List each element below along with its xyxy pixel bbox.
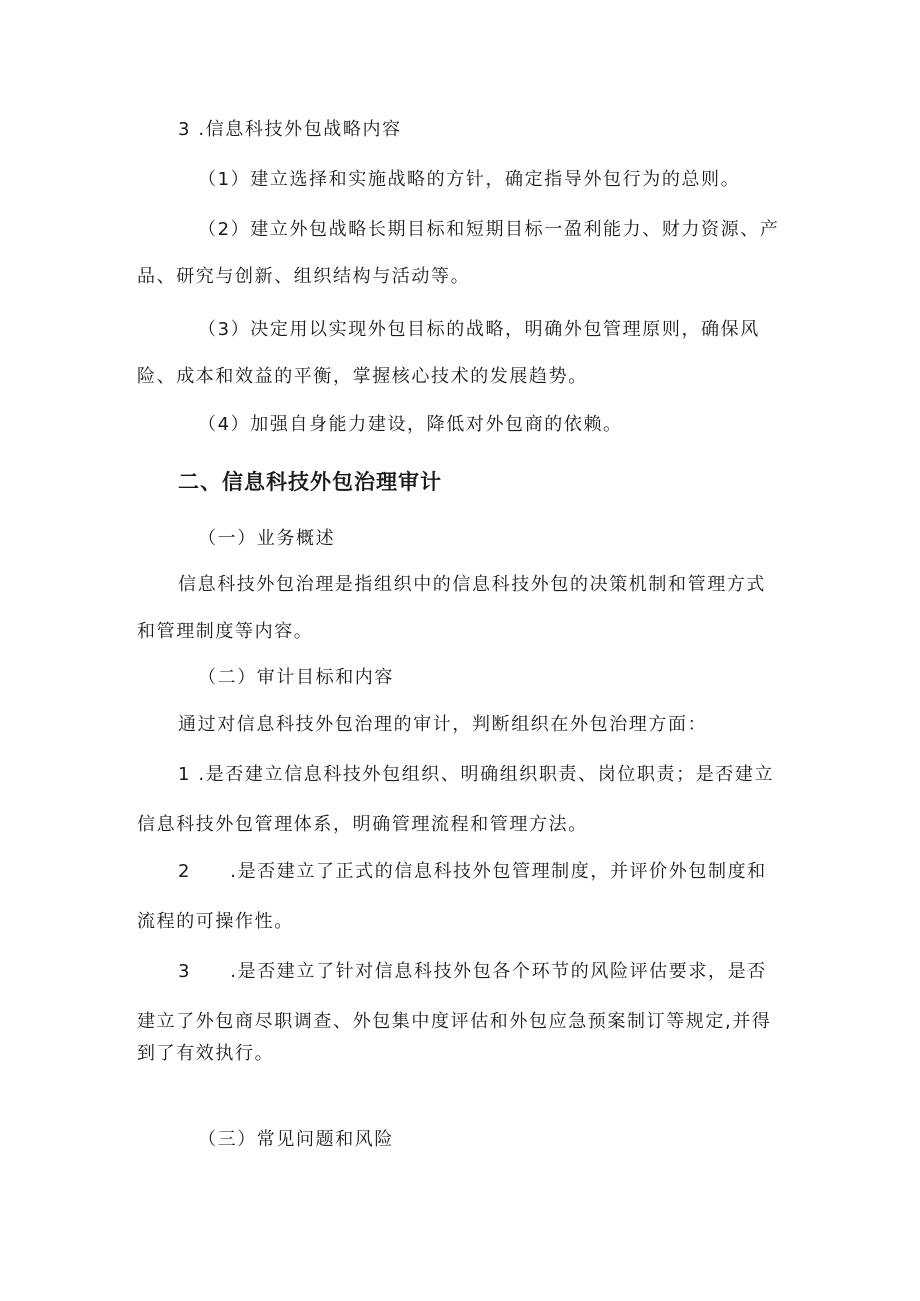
goal-3-line-2: 建立了外包商尽职调查、外包集中度评估和外包应急预案制订等规定,并得 — [137, 1011, 772, 1032]
goal-3-line-3: 到了有效执行。 — [137, 1043, 275, 1064]
goal-1-line-2: 信息科技外包管理体系，明确管理流程和管理方法。 — [137, 814, 588, 835]
overview-line-1: 信息科技外包治理是指组织中的信息科技外包的决策机制和管理方式 — [178, 574, 766, 595]
section-title: 3 .信息科技外包战略内容 — [178, 119, 402, 140]
goal-2-line-1: 2 .是否建立了正式的信息科技外包管理制度，并评价外包制度和 — [178, 861, 767, 882]
goal-1-line-1: 1 .是否建立信息科技外包组织、明确组织职责、岗位职责；是否建立 — [178, 764, 775, 785]
overview-heading: （一）业务概述 — [198, 528, 336, 549]
strategy-item-4: （4）加强自身能力建设，降低对外包商的依赖。 — [198, 414, 623, 435]
goals-intro: 通过对信息科技外包治理的审计，判断组织在外包治理方面： — [178, 714, 708, 735]
goal-3-line-1: 3 .是否建立了针对信息科技外包各个环节的风险评估要求，是否 — [178, 961, 767, 982]
strategy-item-2-line-2: 品、研究与创新、组织结构与活动等。 — [137, 266, 471, 287]
strategy-item-3-line-1: （3）决定用以实现外包目标的战略，明确外包管理原则，确保风 — [198, 319, 760, 340]
strategy-item-3-line-2: 险、成本和效益的平衡，掌握核心技术的发展趋势。 — [137, 366, 588, 387]
goal-2-line-2: 流程的可操作性。 — [137, 911, 294, 932]
overview-line-2: 和管理制度等内容。 — [137, 621, 314, 642]
strategy-item-2-line-1: （2）建立外包战略长期目标和短期目标一盈利能力、财力资源、产 — [198, 219, 780, 240]
goals-heading: （二）审计目标和内容 — [198, 667, 394, 688]
strategy-item-1: （1）建立选择和实施战略的方针，确定指导外包行为的总则。 — [198, 169, 741, 190]
risks-heading: （三）常见问题和风险 — [198, 1129, 394, 1150]
part-heading: 二、信息科技外包治理审计 — [178, 470, 442, 494]
